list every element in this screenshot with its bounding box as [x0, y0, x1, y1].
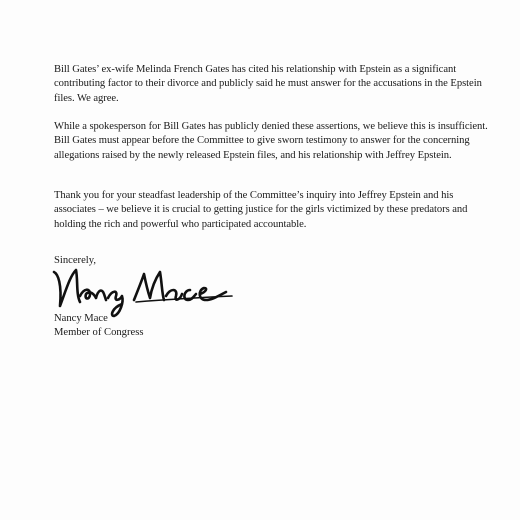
letter-closing: Sincerely, [54, 255, 96, 266]
signer-title: Member of Congress [54, 327, 144, 338]
handwritten-signature [40, 250, 240, 320]
signer-name: Nancy Mace [54, 313, 108, 324]
letter-paragraph-2: While a spokesperson for Bill Gates has publicly denied these assertions, we believe this is insufficient. Bill Gates must appear before the Committee to give sworn testimony to answer for the concerning allegations raised by the newly released Epstein files, and his relationship with Jeffrey Epstein. [54, 121, 488, 161]
letter-paragraph-1: Bill Gates’ ex-wife Melinda French Gates has cited his relationship with Epstein as a significant contributing factor to their divorce and publicly said he must answer for the accusations in the Epstein files. We agree. [54, 64, 482, 104]
letter-paragraph-3: Thank you for your steadfast leadership of the Committee’s inquiry into Jeffrey Epstein and his associates – we believe it is crucial to getting justice for the girls victimized by these predators and holding the rich and powerful who participated accountable. [54, 190, 468, 230]
